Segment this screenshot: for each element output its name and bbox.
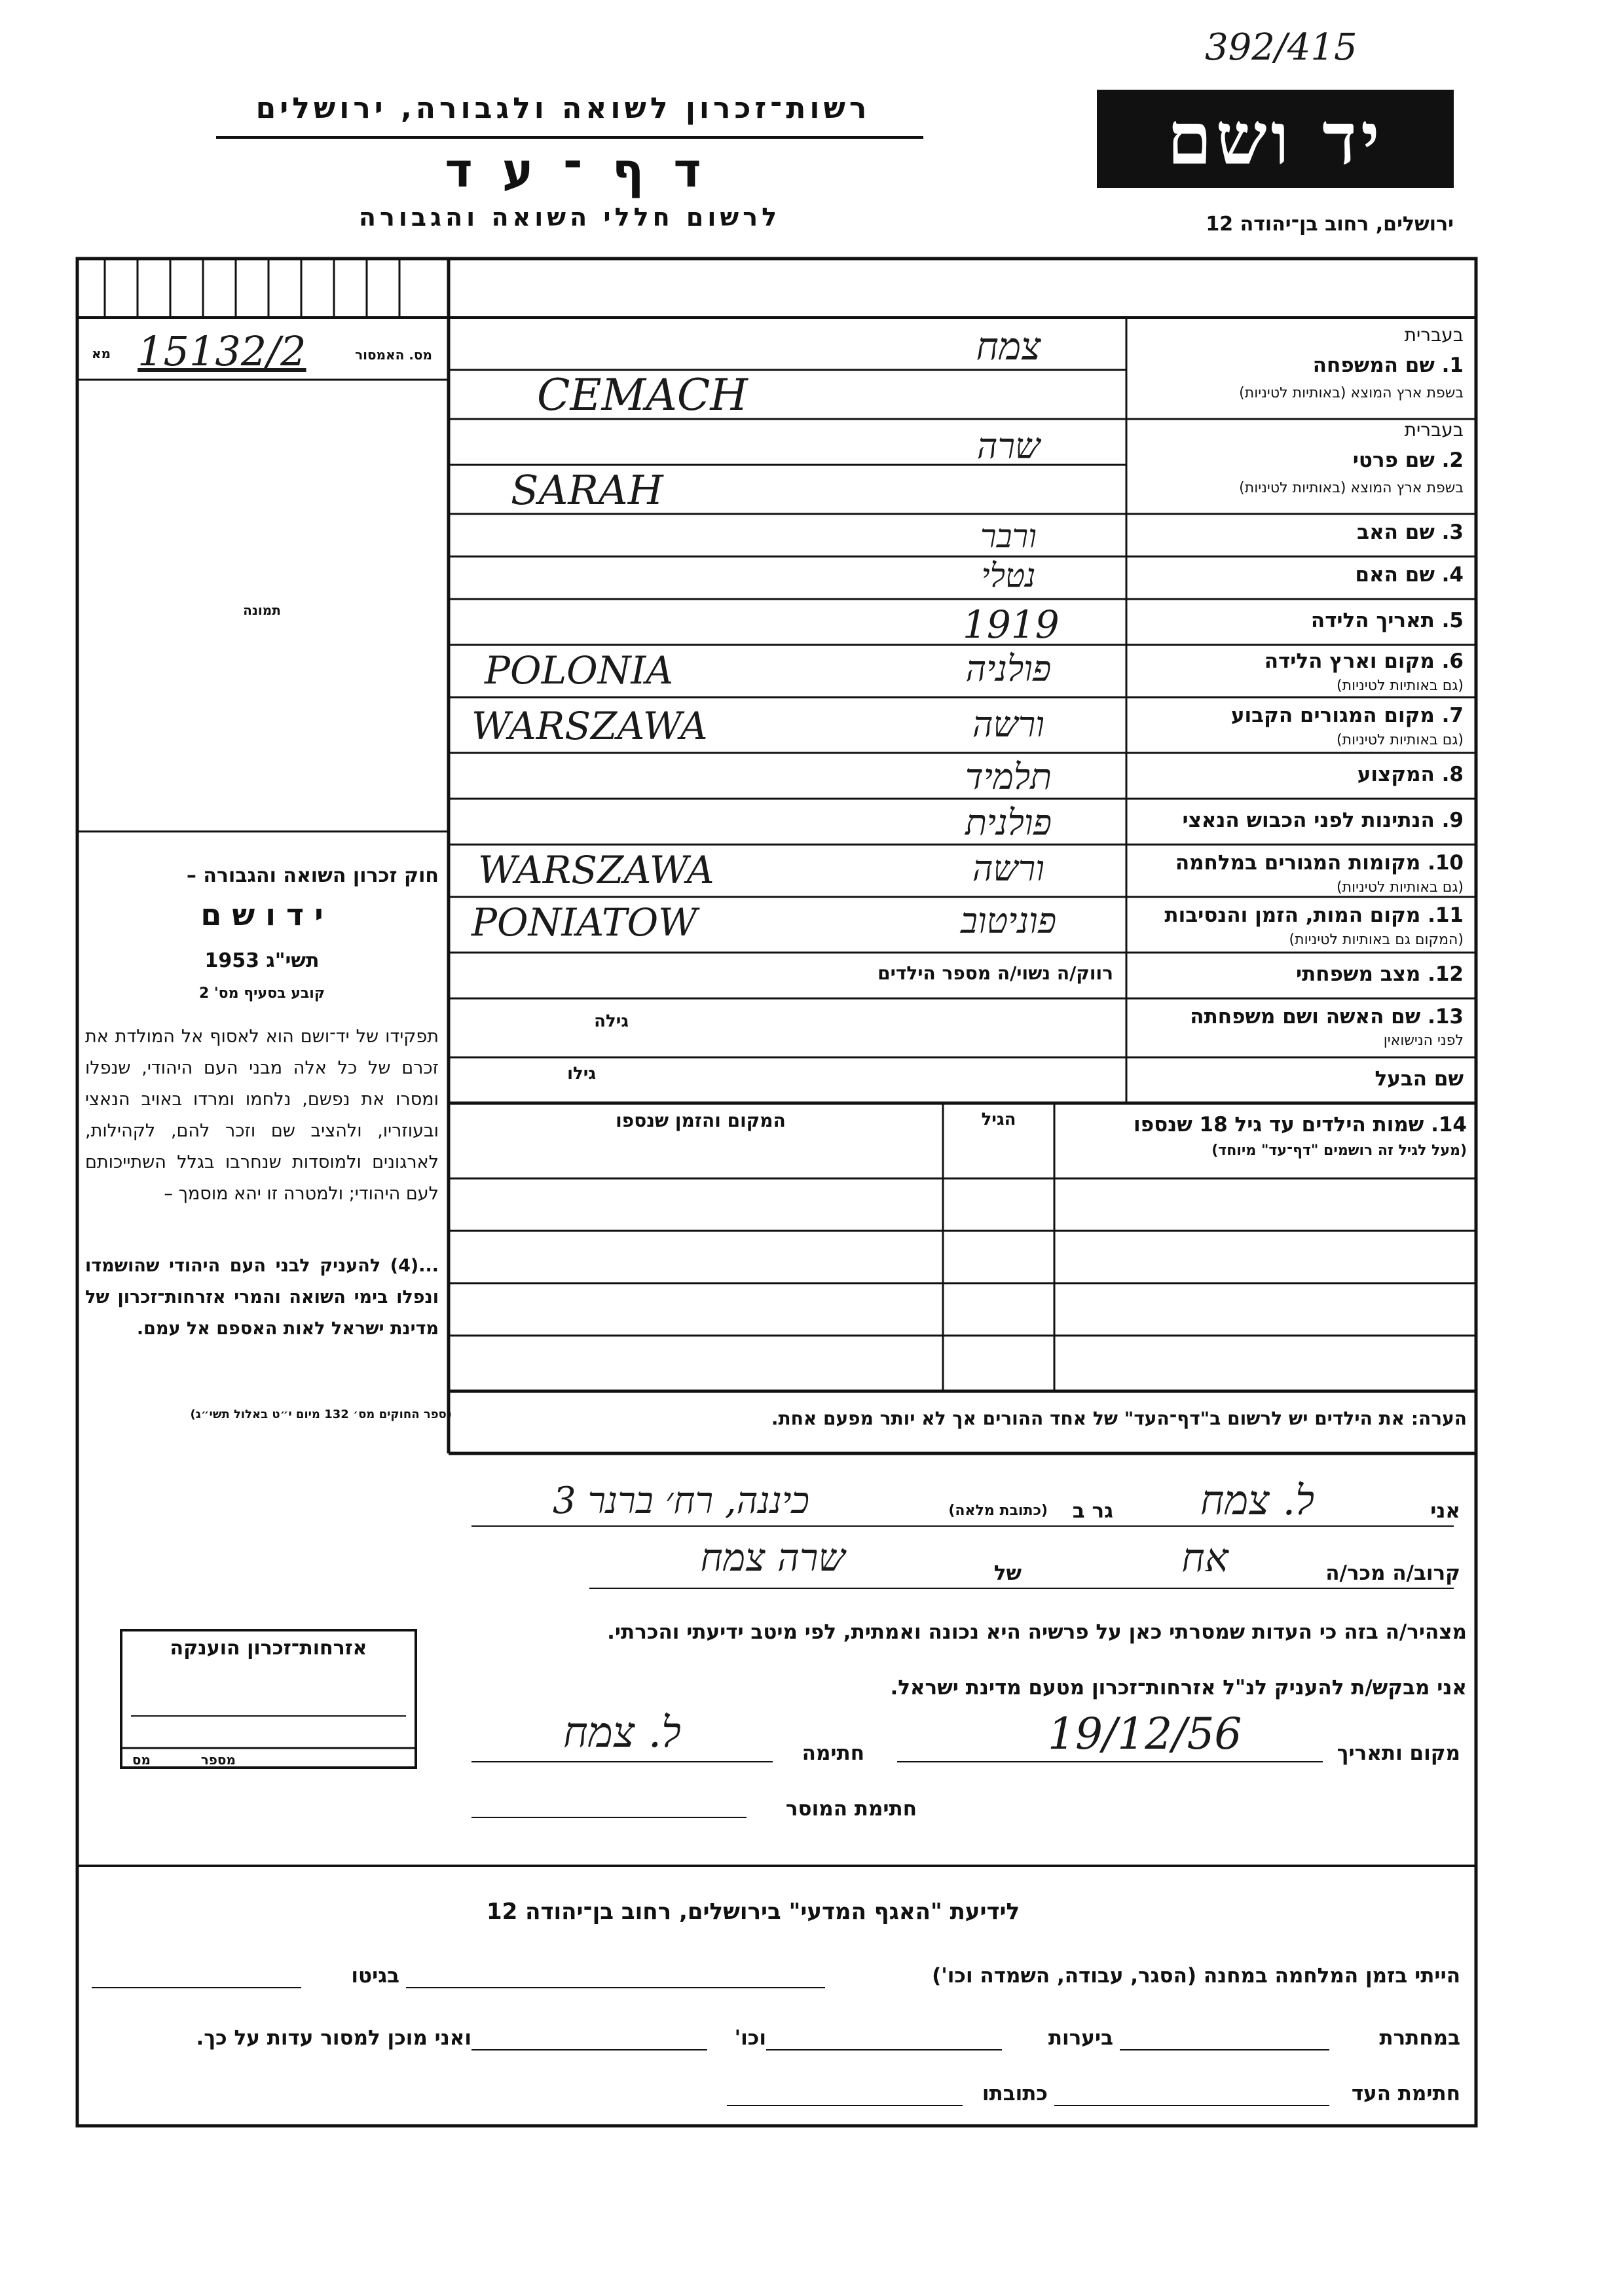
- field-9-label: [1136, 809, 1464, 832]
- declarant-lives-label: גר ב: [1072, 1499, 1113, 1523]
- field-5-value[interactable]: 1919: [963, 602, 1060, 647]
- photo-label: תמונה: [243, 602, 281, 618]
- field-6-value-latin[interactable]: POLONIA: [485, 648, 674, 693]
- footer-line2-mid: ביערות: [1048, 2026, 1113, 2050]
- children-col-age: הגיל: [981, 1110, 1016, 1129]
- field-1-value-latin[interactable]: CEMACH: [537, 370, 748, 420]
- law-year: תשי"ג 1953: [204, 949, 320, 972]
- address: ירושלים, רחוב בן־יהודה 12: [1206, 213, 1454, 236]
- archive-number: 392/415: [1205, 26, 1357, 69]
- field-1-label: [1136, 354, 1464, 377]
- field-12-num: 12.: [1428, 962, 1464, 986]
- footer-line2-end: ואני מוכן למסור עדות על כך.: [196, 2026, 471, 2050]
- footer-title: לידיעת "האגף המדעי" בירושלים, רחוב בן־יהודה 12: [486, 1899, 1020, 1925]
- field-1-name: שם המשפחה: [1312, 354, 1435, 377]
- field-1-sub: בשפת ארץ המוצא (באותיות לטיניות): [1239, 385, 1464, 401]
- official-signature-label: חתימת המוסר: [785, 1797, 917, 1821]
- footer-line2-underline-3: [471, 2049, 707, 2050]
- field-9-value[interactable]: פולנית: [965, 802, 1052, 843]
- field-husband-value[interactable]: גילו: [567, 1064, 596, 1084]
- relation-label: קרוב/ה מכר/ה: [1325, 1561, 1460, 1585]
- field-husband-label: שם הבעל: [1375, 1067, 1464, 1091]
- law-source: (ספר החוקים מס׳ 132 מיום י״ט באלול תשי״ג): [190, 1408, 452, 1421]
- field-7-value-he[interactable]: ורשה: [972, 704, 1045, 745]
- field-2-label: [1136, 448, 1464, 472]
- field-10-num: 10.: [1428, 851, 1464, 875]
- place-date-underline: [897, 1761, 1323, 1762]
- field-10-value-latin[interactable]: WARSZAWA: [478, 848, 714, 892]
- field-1-tag: בעברית: [1404, 324, 1464, 346]
- field-2-value-he[interactable]: שרה: [976, 426, 1041, 467]
- field-7-value-latin[interactable]: WARSZAWA: [471, 704, 708, 748]
- address-underline: [471, 1525, 1454, 1527]
- field-10-sub: (גם באותיות לטיניות): [1337, 879, 1464, 896]
- form-subtitle: לרשום חללי השואה והגבורה: [358, 203, 781, 232]
- field-13-num: 13.: [1428, 1005, 1464, 1029]
- field-8-label: [1136, 763, 1464, 786]
- signature-value[interactable]: ל. צמח: [563, 1709, 681, 1757]
- field-11-name: מקום המות, הזמן והנסיבות: [1164, 903, 1421, 927]
- footer-line1-label: הייתי בזמן המלחמה במחנה (הסגר, עבודה, השמדה וכו'): [932, 1964, 1460, 1988]
- field-11-value-latin[interactable]: PONIATOW: [471, 900, 697, 945]
- ms-suffix: מא: [92, 346, 111, 361]
- field-6-label: [1136, 649, 1464, 673]
- field-5-label: [1136, 609, 1464, 632]
- children-sub: (מעל לגיל זה רושמים "דף־עד" מיוחד): [1211, 1142, 1467, 1159]
- field-11-num: 11.: [1428, 903, 1464, 927]
- request-text: אני מבקש/ת להעניק לנ"ל אזרחות־זכרון מטעם מדינת ישראל.: [890, 1676, 1467, 1700]
- field-12-value[interactable]: רווק/ה נשוי/ה מספר הילדים: [877, 962, 1113, 984]
- relation-of-label: של: [993, 1561, 1022, 1585]
- relation-underline: [589, 1588, 1454, 1589]
- field-9-name: הנתינות לפני הכבוש הנאצי: [1182, 809, 1435, 832]
- ms-label: מס. האמסור: [355, 347, 432, 363]
- field-5-name: תאריך הלידה: [1310, 609, 1435, 632]
- field-2-num: 2.: [1441, 448, 1464, 472]
- law-title: חוק זכרון השואה והגבורה –: [186, 864, 439, 887]
- field-2-sub: בשפת ארץ המוצא (באותיות לטיניות): [1239, 480, 1464, 496]
- field-9-num: 9.: [1441, 809, 1464, 832]
- field-11-sub: (המקום גם באותיות לטיניות): [1289, 932, 1464, 948]
- field-10-label: [1136, 851, 1464, 875]
- field-1-value-he[interactable]: צמח: [976, 324, 1041, 369]
- field-6-num: 6.: [1441, 649, 1464, 673]
- footer-line3-end: כתובתו: [982, 2082, 1048, 2105]
- field-10-name: מקומות המגורים במלחמה: [1175, 851, 1421, 875]
- form-title: ד ף ־ ע ד: [445, 143, 708, 198]
- declarant-address[interactable]: כיננה, רח׳ ברנר 3: [553, 1480, 809, 1522]
- field-11-value-he[interactable]: פוניטוב: [960, 900, 1057, 941]
- footer-line3-underline-1: [1054, 2105, 1329, 2106]
- field-4-name: שם האם: [1355, 563, 1435, 587]
- children-label: 14. שמות הילדים עד גיל 18 שנספו: [1134, 1113, 1467, 1137]
- field-4-num: 4.: [1441, 563, 1464, 587]
- footer-line2-label: במחתרת: [1379, 2026, 1460, 2050]
- declarant-i-label: אני: [1430, 1499, 1460, 1523]
- footer-line3-label: חתימת העד: [1351, 2082, 1460, 2105]
- field-12-label: [1136, 962, 1464, 986]
- citizenship-box-title: אזרחות־זכרון הוענקה: [170, 1637, 367, 1660]
- law-text: תפקידו של יד־ושם הוא לאסוף אל המולדת את זכרם של כל אלה מבני העם היהודי, שנפלו ומסרו את נפשם, נלחמו ומרדו באויב הנאצי ובעוזריו, ולהציב שם וזכר להם, לקהילות, לארגונים ולמוסדות שנחרבו בגלל השתייכותם לעם היהודי; ולמטרה זו יהא מוסמך –: [85, 1027, 439, 1204]
- field-3-label: [1136, 520, 1464, 544]
- field-13-value[interactable]: גילה: [594, 1011, 629, 1031]
- ms-number: 15132/2: [138, 327, 306, 375]
- field-2-name: שם פרטי: [1352, 448, 1435, 472]
- declarant-name[interactable]: ל. צמח: [1200, 1476, 1315, 1524]
- declarant-addr-label: (כתובת מלאה): [948, 1503, 1048, 1519]
- field-4-label: [1136, 563, 1464, 587]
- field-11-label: [1136, 903, 1464, 927]
- field-3-name: שם האב: [1357, 520, 1435, 544]
- field-8-num: 8.: [1441, 763, 1464, 786]
- place-date-value[interactable]: 19/12/56: [1048, 1709, 1242, 1759]
- field-7-num: 7.: [1441, 704, 1464, 727]
- field-12-name: מצב משפחתי: [1295, 962, 1421, 986]
- relation-value[interactable]: אח: [1181, 1535, 1228, 1581]
- citizenship-box-line: [131, 1715, 406, 1717]
- footer-line2-mid2: וכו': [734, 2026, 766, 2050]
- field-8-value[interactable]: תלמיד: [965, 756, 1052, 797]
- field-3-value[interactable]: ורבר: [980, 517, 1037, 555]
- field-6-sub: (גם באותיות לטיניות): [1337, 678, 1464, 694]
- citizenship-box-num: מספר: [200, 1752, 236, 1768]
- footer-line2-underline-2: [766, 2049, 1002, 2050]
- yad-vashem-logo: יד ושם: [1097, 90, 1454, 188]
- note-text: הערה: את הילדים יש לרשום ב"דף־העד" של אחד ההורים אך לא יותר מפעם אחת.: [771, 1408, 1467, 1429]
- field-6-value-he[interactable]: פולניה: [965, 648, 1052, 689]
- law-name: י ד ו ש ם: [200, 897, 323, 932]
- children-col-place: המקום והזמן שנספו: [616, 1110, 786, 1131]
- field-6-name: מקום וארץ הלידה: [1264, 649, 1435, 673]
- field-13-label: [1136, 1005, 1464, 1029]
- field-10-value-he[interactable]: ורשה: [972, 848, 1045, 889]
- signature-label: חתימה: [802, 1741, 864, 1765]
- field-7-name: מקום המגורים הקבוע: [1230, 704, 1435, 727]
- field-3-num: 3.: [1441, 520, 1464, 544]
- field-7-label: [1136, 704, 1464, 727]
- footer-line3-underline-2: [727, 2105, 963, 2106]
- field-2-tag: בעברית: [1404, 419, 1464, 441]
- field-13-name: שם האשה ושם משפחתה: [1190, 1005, 1421, 1029]
- place-date-label: מקום ותאריך: [1337, 1741, 1460, 1765]
- signature-underline: [471, 1761, 773, 1762]
- footer-line2-underline-1: [1120, 2049, 1329, 2050]
- field-8-name: המקצוע: [1357, 763, 1435, 786]
- citizenship-box-suffix: מס: [132, 1752, 151, 1768]
- law-clause: קובע בסעיף מס' 2: [198, 985, 325, 1002]
- field-2-value-latin[interactable]: SARAH: [511, 466, 663, 514]
- official-signature-underline: [471, 1817, 747, 1818]
- footer-line1-underline: [406, 1987, 825, 1988]
- declaration-text: מצהיר/ה בזה כי העדות שמסרתי כאן על פרשיה היא נכונה ואמתית, לפי מיטב ידיעתי והכרתי.: [607, 1620, 1467, 1644]
- field-7-sub: (גם באותיות לטיניות): [1337, 732, 1464, 748]
- field-1-num: 1.: [1441, 354, 1464, 377]
- field-13-sub: לפני הנישואין: [1383, 1032, 1464, 1049]
- relation-name[interactable]: שרה צמח: [700, 1535, 845, 1580]
- field-4-value[interactable]: נטלי: [981, 556, 1036, 594]
- law-text-2: ...(4) להעניק לבני העם היהודי שהושמדו ונפלו בימי השואה והמרי אזרחות־זכרון של מדינת ישראל לאות האספם אל עמם.: [85, 1256, 439, 1339]
- field-5-num: 5.: [1441, 609, 1464, 632]
- footer-line1-underline-2: [92, 1987, 301, 1988]
- footer-line1-end: בגיטו: [351, 1964, 399, 1988]
- authority-title: רשות־זכרון לשואה ולגבורה, ירושלים: [255, 92, 871, 125]
